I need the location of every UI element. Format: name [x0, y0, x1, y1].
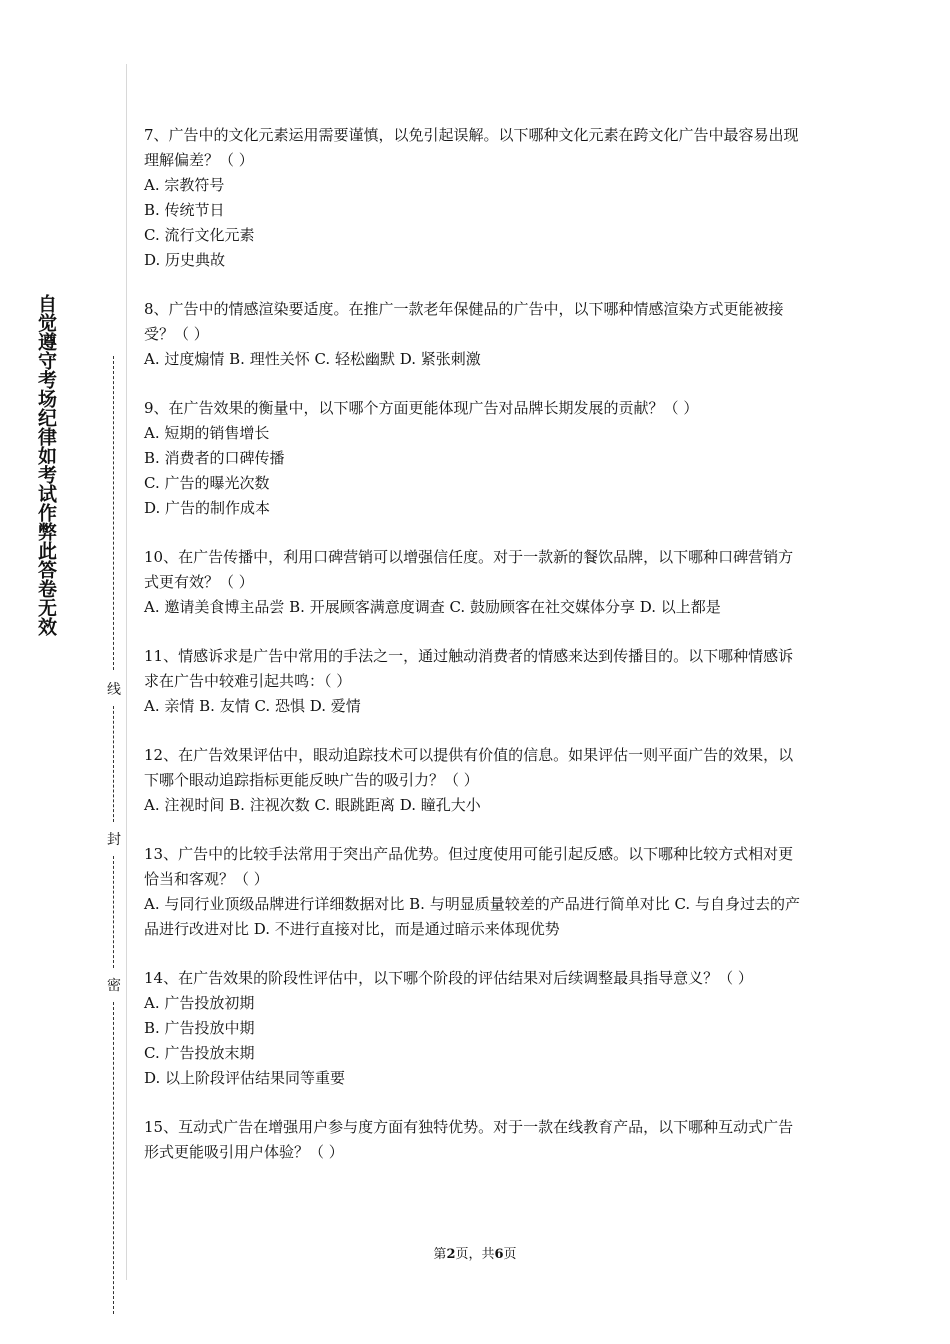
question-option: A. 过度煽情 B. 理性关怀 C. 轻松幽默 D. 紧张刺激 [144, 350, 481, 368]
question-option: C. 广告投放末期 [144, 1044, 255, 1062]
question-option: B. 传统节日 [144, 201, 225, 219]
question-stem: 12、在广告效果评估中，眼动追踪技术可以提供有价值的信息。如果评估一则平面广告的效果，以下哪个眼动追踪指标更能反映广告的吸引力？（ ） [144, 746, 794, 789]
exam-discipline-notice: 自觉遵守考场纪律如考试作弊此答卷无效 [35, 294, 57, 636]
question-option: A. 注视时间 B. 注视次数 C. 眼跳距离 D. 瞳孔大小 [144, 796, 481, 814]
question-option: A. 短期的销售增长 [144, 424, 270, 442]
question-stem: 15、互动式广告在增强用户参与度方面有独特优势。对于一款在线教育产品，以下哪种互动式广告形式更能吸引用户体验？（ ） [144, 1118, 794, 1161]
question-option: D. 以上阶段评估结果同等重要 [144, 1069, 346, 1087]
binding-line-segment [113, 356, 114, 670]
question-14 [144, 966, 808, 1091]
question-option: A. 广告投放初期 [144, 994, 255, 1012]
margin-rule [126, 64, 127, 1280]
question-13 [144, 842, 808, 942]
question-12 [144, 743, 808, 818]
question-stem: 13、广告中的比较手法常用于突出产品优势。但过度使用可能引起反感。以下哪种比较方式相对更恰当和客观？（ ） [144, 845, 794, 888]
question-9 [144, 396, 808, 521]
question-option: C. 广告的曝光次数 [144, 474, 270, 492]
question-10 [144, 545, 808, 620]
question-option: B. 广告投放中期 [144, 1019, 255, 1037]
total-page-number: 6 [494, 1247, 504, 1262]
question-option: A. 与同行业顶级品牌进行详细数据对比 B. 与明显质量较差的产品进行简单对比 C. 与自身过去的产品进行改进对比 D. 不进行直接对比，而是通过暗示来体现优势 [144, 895, 800, 938]
question-option: D. 历史典故 [144, 251, 226, 269]
question-stem: 10、在广告传播中，利用口碑营销可以增强信任度。对于一款新的餐饮品牌，以下哪种口碑营销方式更有效？（ ） [144, 548, 794, 591]
question-11 [144, 644, 808, 719]
question-option: C. 流行文化元素 [144, 226, 255, 244]
question-option: A. 亲情 B. 友情 C. 恐惧 D. 爱情 [144, 697, 361, 715]
question-option: A. 宗教符号 [144, 176, 225, 194]
binding-line-segment [113, 856, 114, 968]
binding-label-feng: 封 [107, 832, 121, 848]
binding-label-mi: 密 [107, 978, 121, 994]
question-15 [144, 1115, 808, 1165]
question-stem: 14、在广告效果的阶段性评估中，以下哪个阶段的评估结果对后续调整最具指导意义？（ ） [144, 969, 753, 987]
question-list [144, 123, 808, 1189]
page-footer [0, 1246, 950, 1264]
question-option: A. 邀请美食博主品尝 B. 开展顾客满意度调查 C. 鼓励顾客在社交媒体分享 D. 以上都是 [144, 598, 721, 616]
footer-suffix: 页 [503, 1247, 517, 1262]
question-stem: 9、在广告效果的衡量中，以下哪个方面更能体现广告对品牌长期发展的贡献？（ ） [144, 399, 699, 417]
question-stem: 11、情感诉求是广告中常用的手法之一，通过触动消费者的情感来达到传播目的。以下哪种情感诉求在广告中较难引起共鸣：（ ） [144, 647, 794, 690]
question-stem: 8、广告中的情感渲染要适度。在推广一款老年保健品的广告中，以下哪种情感渲染方式更能被接受？（ ） [144, 300, 784, 343]
binding-label-xian: 线 [107, 682, 121, 698]
binding-line-segment [113, 1002, 114, 1314]
footer-middle: 页，共 [455, 1247, 495, 1262]
question-option: B. 消费者的口碑传播 [144, 449, 285, 467]
question-7 [144, 123, 808, 273]
footer-prefix: 第 [433, 1247, 447, 1262]
question-option: D. 广告的制作成本 [144, 499, 271, 517]
question-8 [144, 297, 808, 372]
question-stem: 7、广告中的文化元素运用需要谨慎，以免引起误解。以下哪种文化元素在跨文化广告中最容易出现理解偏差？（ ） [144, 126, 799, 169]
binding-line-segment [113, 706, 114, 822]
current-page-number: 2 [446, 1247, 456, 1262]
